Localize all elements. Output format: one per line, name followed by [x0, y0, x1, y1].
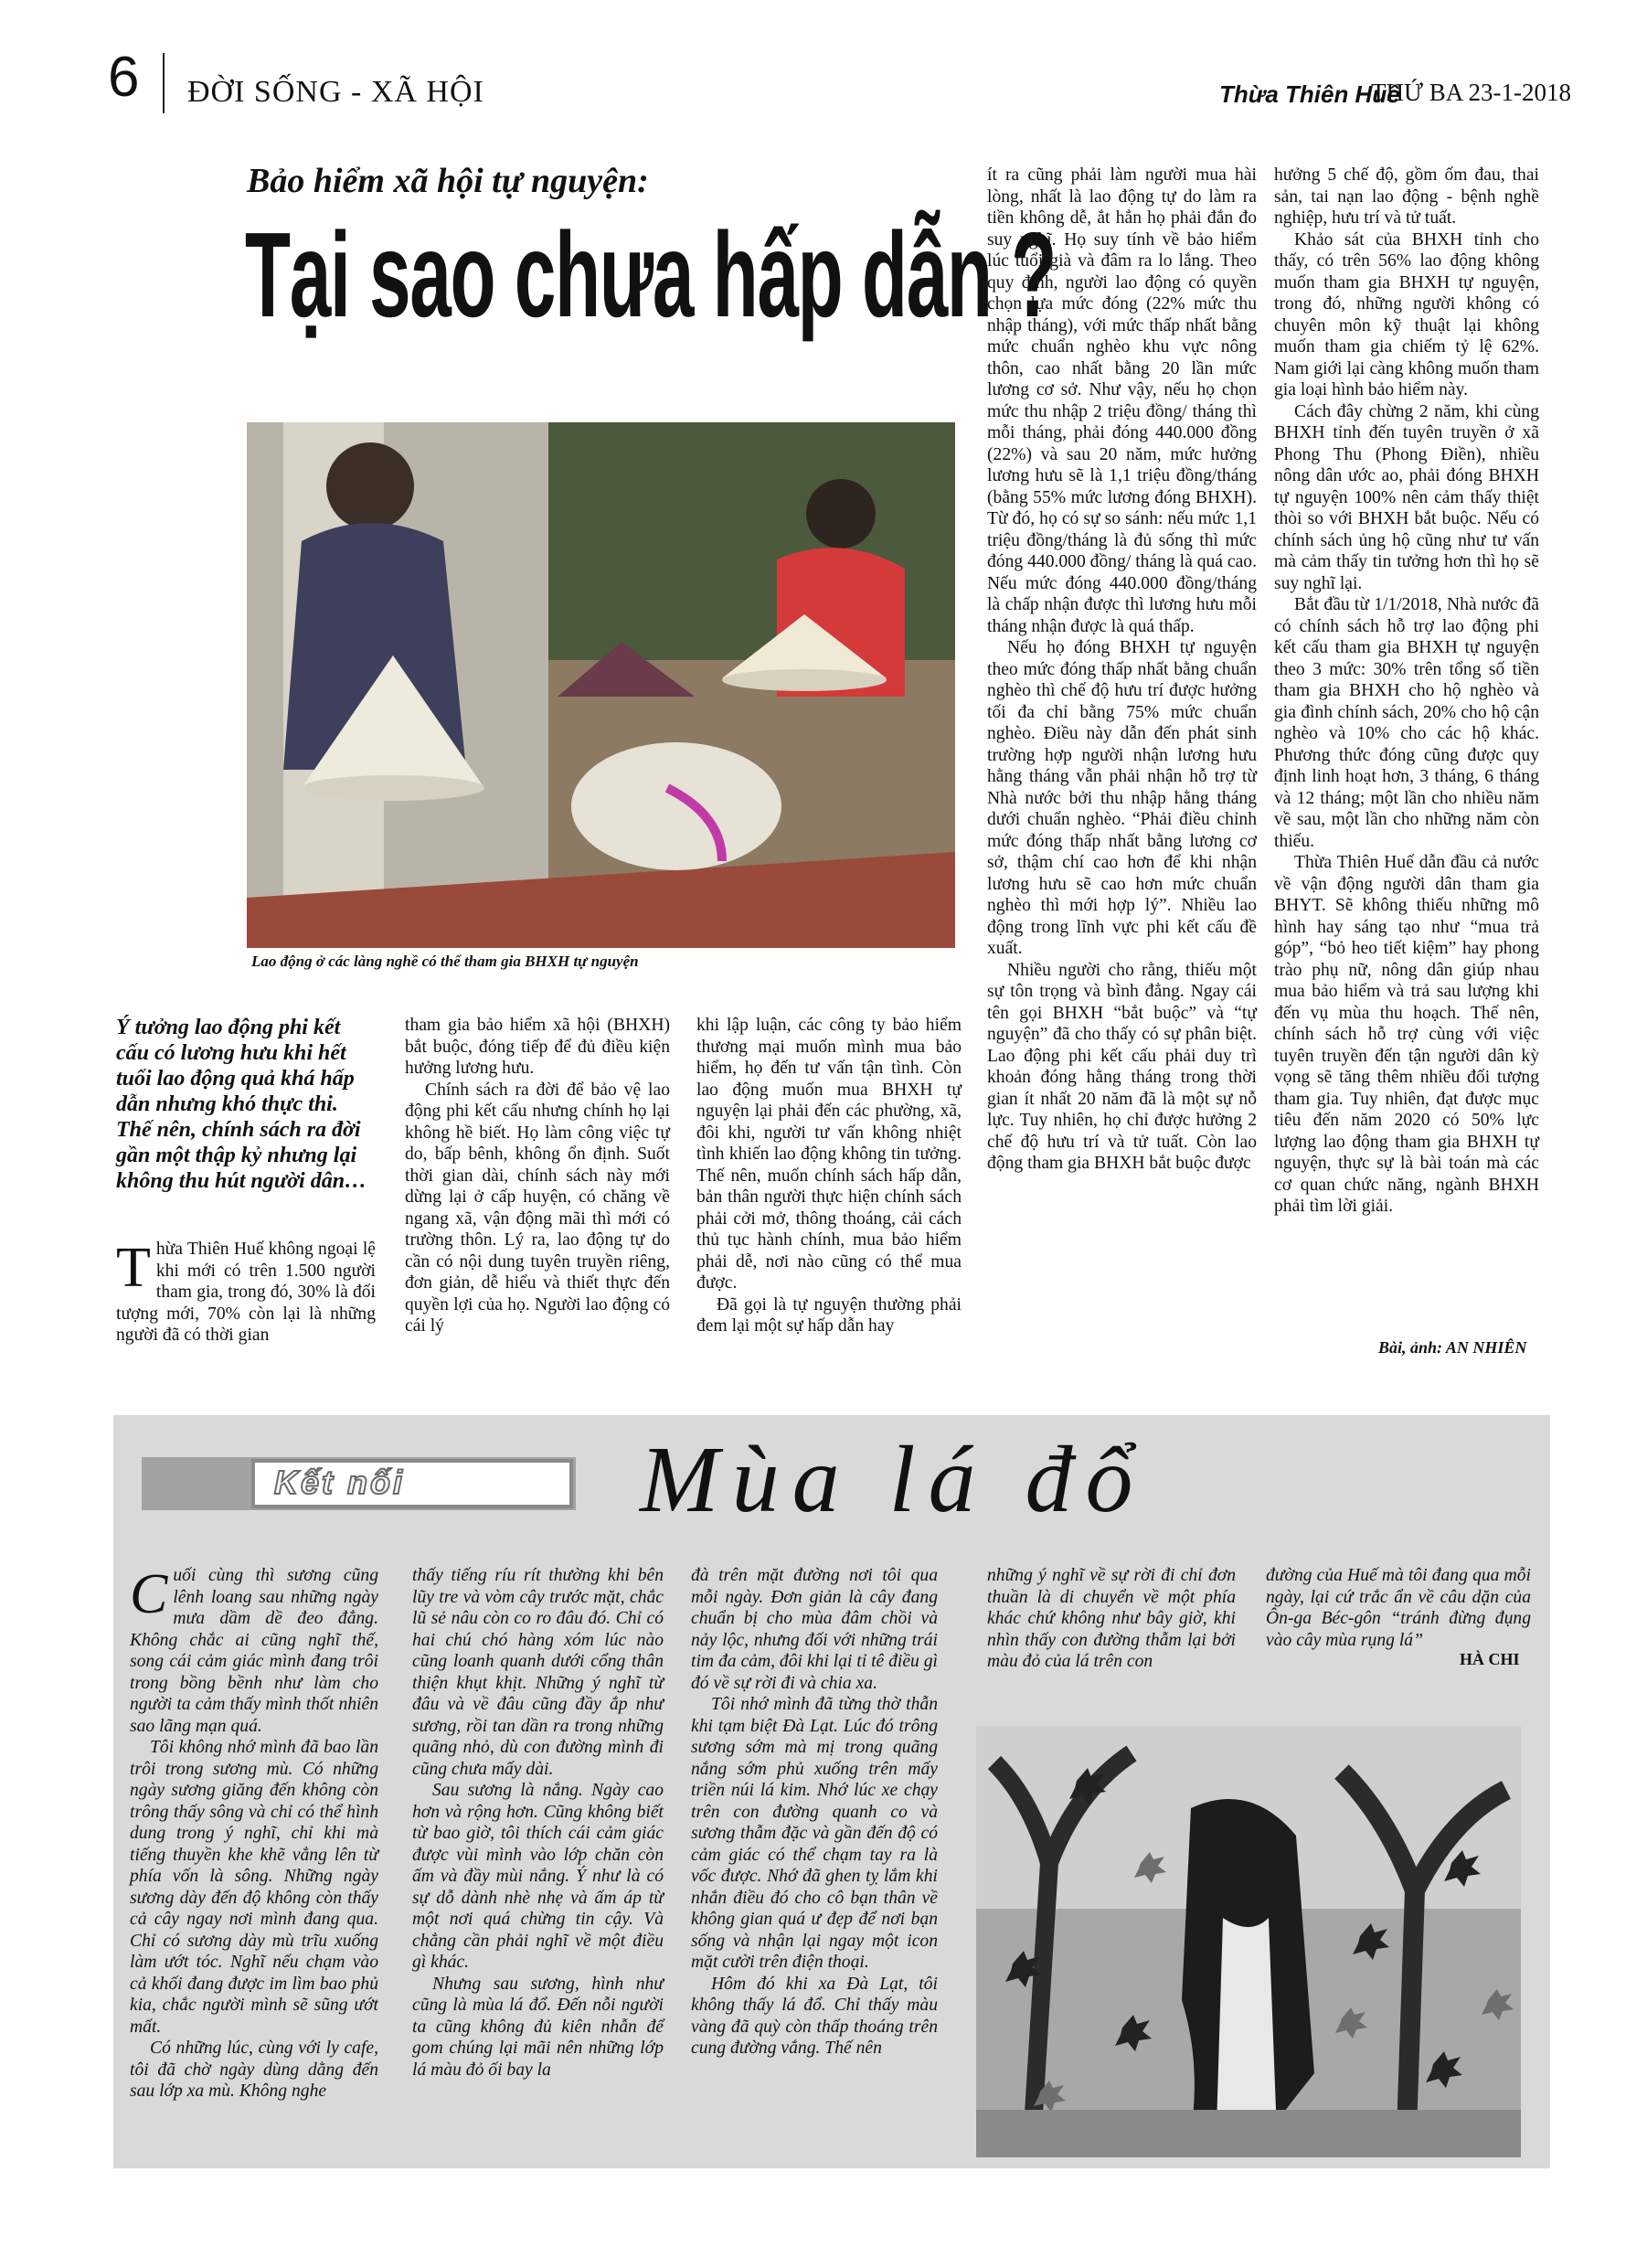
paragraph: ít ra cũng phải làm người mua hài lòng, nhất là lao động tự do làm ra tiền không dễ, ắt hẳn họ phải đắn đo suy nghĩ. Họ suy tính về bảo hiểm lúc tuổi già và đâm ra lo lắng. Theo quy định, người lao động có quyền chọn lựa mức đóng (22% mức thu nhập tháng), với mức thấp nhất bằng mức chuẩn nghèo khu vực nông thôn, cao nhất bằng 20 lần mức lương cơ sở. Như vậy, nếu họ chọn mức thu nhập 2 triệu đồng/ tháng thì mỗi tháng, phải đóng 440.000 đồng (22%) và sau 20 năm, mức hưởng lương hưu sẽ là 1,1 triệu đồng/tháng (bằng 55% mức lương đóng BHXH). Từ đó, họ có sự so sánh: nếu mức 1,1 triệu đồng/tháng là đủ sống thì mức đóng 440.000 đồng/ tháng là quá cao. Nếu mức đóng 440.000 đồng/tháng là chấp nhận được thì lương hưu mỗi tháng nhận được là quá thấp. [987, 165, 1257, 636]
section-title: ĐỜI SỐNG - XÃ HỘI [187, 75, 484, 109]
article-kicker: Bảo hiểm xã hội tự nguyện: [247, 162, 649, 200]
paragraph: hưởng 5 chế độ, gồm ốm đau, thai sản, tai nạn lao động - bệnh nghề nghiệp, hưu trí và tử tuất. [1274, 165, 1539, 228]
drop-cap: C [130, 1563, 168, 1625]
paragraph: Nếu họ đóng BHXH tự nguyện theo mức đóng thấp nhất bằng chuẩn nghèo thì chế độ hưu trí được hưởng tối đa chỉ bằng 75% mức chuẩn nghèo. Điều này dẫn đến phát sinh trường hợp người nhận lương hưu hằng tháng vẫn phải nhận hỗ trợ từ Nhà nước bởi thu nhập hằng tháng dưới chuẩn nghèo. “Phải điều chỉnh mức đóng thấp nhất bằng lương cơ sở, thậm chí cao hơn để khi nhận lương hưu sẽ cao hơn mức chuẩn nghèo thì mới hợp lý”. Nhiều lao động trong lĩnh vực phi kết cấu đề xuất. [987, 638, 1257, 958]
paragraph: Hôm đó khi xa Đà Lạt, tôi không thấy lá đổ. Chỉ thấy màu vàng đã quỳ còn thấp thoáng trên cung đường vắng. Thế nên [691, 1974, 938, 2058]
paragraph: đà trên mặt đường nơi tôi qua mỗi ngày. Đơn giản là cây đang chuẩn bị cho mùa đâm chồi và nảy lộc, nhưng đối với những trái tim đa cảm, đôi khi lại tỉ tê điều gì đó về sự rời đi và chia xa. [691, 1566, 938, 1693]
article-lead: Ý tưởng lao động phi kết cấu có lương hưu khi hết tuổi lao động quả khá hấp dẫn nhưng khó thực thi. Thế nên, chính sách ra đời gần một thập kỷ nhưng lại không thu hút người dân… [116, 1016, 367, 1193]
feature-column-5 [1266, 1565, 1531, 1651]
paragraph: Bắt đầu từ 1/1/2018, Nhà nước đã có chính sách hỗ trợ lao động phi kết cấu tham gia BHXH tự nguyện theo 3 mức: 30% trên tổng số tiền tham gia BHXH cho hộ nghèo và gia đình chính sách, 20% cho hộ cận nghèo và 10% cho các hộ khác. Phương thức đóng cũng được quy định linh hoạt hơn, 3 tháng, 6 tháng và 12 tháng; một lần cho nhiều năm về sau, một lần cho những năm còn thiếu. [1274, 595, 1539, 851]
article-byline: Bài, ảnh: AN NHIÊN [1378, 1338, 1527, 1357]
paragraph: Tôi không nhớ mình đã bao lần trôi trong sương mù. Có những ngày sương giăng đến không còn trông thấy sông và chỉ có thể hình dung trong ý nghĩ, chỉ khi mà tiếng thuyền khe khẽ vẳng lên từ phía vốn là sông. Những ngày sương dày đến độ không còn thấy cả cây ngay nơi mình đang qua. Chỉ có sương dày mù trĩu xuống làm ướt tóc. Nghĩ nếu chạm vào cả khối đang được im lìm bao phủ kia, chắc người mình sẽ sũng ướt mất. [130, 1738, 378, 2037]
article-column-4 [987, 165, 1257, 1175]
paragraph: thấy tiếng ríu rít thường khi bên lũy tre và vòm cây trước mặt, chắc lũ sẻ nâu còn co ro đâu đó. Chỉ có hai chú chó hàng xóm lúc nào cũng loanh quanh dưới cổng thân thiện khụt khịt. Những ý nghĩ từ đâu và về đâu cũng đầy ắp như sương, rồi tan dần ra trong những quãng nhỏ, dù con đường mình đi cũng chưa mấy dài. [412, 1566, 664, 1779]
drop-cap: T [116, 1237, 151, 1299]
conical-hat-workers-photo [247, 422, 955, 948]
paragraph: Đã gọi là tự nguyện thường phải đem lại một sự hấp dẫn hay [696, 1294, 962, 1336]
paragraph: Cách đây chừng 2 năm, khi cùng BHXH tỉnh đến tuyên truyền ở xã Phong Thu (Phong Điền), nhiều nông dân ước ao, phải đóng BHXH tự nguyện 100% nên cảm thấy thiệt thòi so với BHXH bắt buộc. Nếu có chính sách ủng hộ cũng như tư vấn mà cảm thấy tin tưởng hơn thì họ sẽ suy nghĩ lại. [1274, 401, 1539, 593]
autumn-girl-illustration [976, 1726, 1521, 2157]
paragraph: Nhiều người cho rằng, thiếu một sự tôn trọng và bình đẳng. Ngay cái tên gọi BHXH “bắt buộc” và “tự nguyện” đã cho thấy có sự phân biệt. Lao động phi kết cấu phải duy trì khoản đóng hằng tháng trong thời gian ít nhất 20 năm đã là một sự nỗ lực. Tuy nhiên, họ chỉ được hưởng 2 chế độ hưu trí và tử tuất. Còn lao động tham gia BHXH bắt buộc được [987, 960, 1257, 1173]
paragraph: tham gia bảo hiểm xã hội (BHXH) bắt buộc, đóng tiếp để đủ điều kiện hưởng lương hưu. [405, 1016, 670, 1078]
feature-column-3 [691, 1565, 938, 2060]
article-headline: Tại sao chưa hấp dẫn ? [245, 208, 1056, 342]
feature-column-2 [412, 1565, 664, 2081]
page-number: 6 [108, 46, 140, 109]
feature-column-1 [130, 1565, 378, 2103]
feature-illustration [976, 1726, 1521, 2157]
article-photo [247, 422, 955, 948]
paragraph: Nhưng sau sương, hình như cũng là mùa lá đổ. Đến nỗi người ta cũng không đủ kiên nhẫn để gom chúng lại mãi nên những lớp lá màu đỏ ối bay la [412, 1974, 664, 2080]
paragraph: hừa Thiên Huế không ngoại lệ khi mới có trên 1.500 người tham gia, trong đó, 30% là đối tượng mới, 70% còn lại là những người đã có thời gian [116, 1240, 376, 1345]
article-column-5 [1274, 165, 1539, 1218]
paragraph: Chính sách ra đời để bảo vệ lao động phi kết cấu nhưng chính họ lại không hề biết. Họ làm công việc tự do, bấp bênh, không ổn định. Suốt thời gian dài, chính sách này mới dừng lại ở cấp huyện, có chăng về ngang xã, vận động mãi thì mới có trường thôn. Lý ra, lao động tự do cần có nội dung tuyên truyền riêng, đơn giản, dễ hiểu và thiết thực đến quyền lợi của họ. Người lao động có cái lý [405, 1080, 670, 1336]
feature-column-4 [987, 1565, 1236, 1673]
masthead: Thừa Thiên Huế [1219, 80, 1400, 108]
paragraph: Sau sương là nắng. Ngày cao hơn và rộng hơn. Cũng không biết từ bao giờ, tôi thích cái cảm giác được vùi mình vào lớp chăn còn ấm và đầy mùi nắng. Ý như là có sự dỗ dành nhè nhẹ và ấm áp từ một nơi quá chừng tin cậy. Và chẳng cần phải nghĩ về một điều gì khác. [412, 1781, 664, 1972]
paragraph: đường của Huế mà tôi đang qua mỗi ngày, lại cứ trắc ẩn về câu dặn của Ôn-ga Béc-gôn “tránh đừng đụng vào cây mùa rụng lá” [1266, 1566, 1531, 1650]
paragraph: uối cùng thì sương cũng lênh loang sau những ngày mưa dầm dề đeo đẳng. Không chắc ai cũng nghĩ thế, song cái cảm giác mình đang trôi trong bồng bềnh như làm cho người ta cảm thấy mình thốt nhiên sao lãng mạn quá. [130, 1566, 378, 1736]
feature-title: Mùa lá đổ [640, 1427, 1146, 1532]
feature-author: HÀ CHI [1460, 1650, 1520, 1668]
paragraph: Khảo sát của BHXH tỉnh cho thấy, có trên 56% lao động không muốn tham gia BHXH tự nguyện, trong đó, những người không có chuyên môn kỹ thuật lại không muốn tham gia chiếm tỷ lệ 62%. Nam giới lại càng không muốn tham gia loại hình bảo hiểm này. [1274, 229, 1539, 399]
article-column-2 [405, 1015, 670, 1337]
photo-caption: Lao động ở các làng nghề có thể tham gia BHXH tự nguyện [251, 953, 639, 970]
paragraph: Thừa Thiên Huế dẫn đầu cả nước về vận động người dân tham gia BHYT. Sẽ không thiếu những mô hình hay sáng tạo như “mua trả góp”, “bỏ heo tiết kiệm” hay phong trào phụ nữ, nông dân giúp nhau mua bảo hiểm và trả sau lượng khi đến vụ mùa thu hoạch. Thế nên, chính sách hỗ trợ cùng với việc tuyên truyền đến tận người dân kỳ vọng sẽ tăng thêm nhiều đối tượng tham gia. Tuy nhiên, đạt được mục tiêu đến năm 2020 có 50% lực lượng lao động tham gia BHXH tự nguyện, thực sự là bài toán mà các cơ quan chức năng, ngành BHXH phải tìm lời giải. [1274, 853, 1539, 1216]
article-column-3 [696, 1015, 962, 1337]
paragraph: những ý nghĩ về sự rời đi chỉ đơn thuần là di chuyển về một phía khác chứ không như bây giờ, khi nhìn thấy con đường thẫm lại bởi màu đỏ của lá trên con [987, 1566, 1236, 1671]
paragraph: Tôi nhớ mình đã từng thờ thẫn khi tạm biệt Đà Lạt. Lúc đó trông sương sớm mà mị trong quãng nắng sớm phủ xuống trên mấy triền núi lá kim. Nhớ lúc xe chạy trên con đường quanh co và sương thẫm đặc và gần đến độ có cảm giác có thể chạm tay ra là vốc được. Nhớ đã ghen tỵ lắm khi nhắn điều đó cho cô bạn thân về không gian quá ư đẹp để nơi bạn sống và nhận lại ngay một icon mặt cười trên điện thoại. [691, 1695, 938, 1972]
header-divider [163, 53, 165, 113]
paragraph: khi lập luận, các công ty bảo hiểm thương mại muốn mình mua bảo hiểm, họ đến tư vấn tận tình. Còn lao động muốn mua BHXH tự nguyện lại phải đến các phường, xã, đôi khi, người tư vấn không nhiệt tình khiến lao động không tin tưởng. Thế nên, muốn chính sách hấp dẫn, bản thân người thực hiện chính sách phải cởi mở, thông thoáng, cải cách thủ tục hành chính, mua bảo hiểm phải dễ, nơi nào cũng có thể mua được. [696, 1016, 962, 1293]
paragraph: Có những lúc, cùng với ly cafe, tôi đã chờ ngày dùng dằng đến sau lớp xa mù. Không nghe [130, 2039, 378, 2101]
issue-date: THỨ BA 23-1-2018 [1371, 79, 1571, 106]
article-column-1 [116, 1239, 376, 1347]
feature-tag: Kết nối [274, 1464, 405, 1501]
